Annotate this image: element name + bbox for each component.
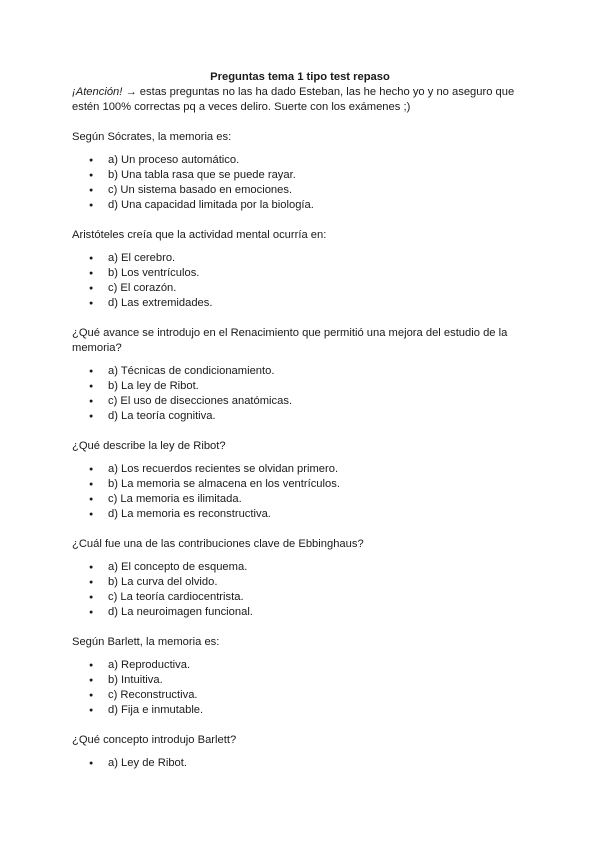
options-list-2 — [72, 251, 528, 311]
options-list-7 — [72, 756, 528, 771]
intro-lead: ¡Atención! — [72, 86, 123, 98]
option-4d: ● d) La memoria es reconstructiva. — [72, 507, 528, 522]
option-3a: ● a) Técnicas de condicionamiento. — [72, 364, 528, 379]
option-1c: ● c) Un sistema basado en emociones. — [72, 183, 528, 198]
options-list-6 — [72, 658, 528, 718]
option-6c: ● c) Reconstructiva. — [72, 688, 528, 703]
option-6a: ● a) Reproductiva. — [72, 658, 528, 673]
options-list-4 — [72, 462, 528, 522]
option-4a: ● a) Los recuerdos recientes se olvidan primero. — [72, 462, 528, 477]
option-5a: ● a) El concepto de esquema. — [72, 560, 528, 575]
intro-text: → estas preguntas no las ha dado Esteban, las he hecho yo y no aseguro que estén 100% correctas pq a veces deliro. Suerte con los exámenes ;) — [72, 86, 515, 113]
document-title: Preguntas tema 1 tipo test repaso — [210, 71, 390, 83]
option-2a: ● a) El cerebro. — [72, 251, 528, 266]
question-1: Según Sócrates, la memoria es: — [72, 131, 232, 143]
option-1b: ● b) Una tabla rasa que se puede rayar. — [72, 168, 528, 183]
question-4: ¿Qué describe la ley de Ribot? — [72, 440, 226, 452]
option-6b: ● b) Intuitiva. — [72, 673, 528, 688]
option-3d: ● d) La teoría cognitiva. — [72, 409, 528, 424]
question-3: ¿Qué avance se introdujo en el Renacimiento que permitió una mejora del estudio de la memoria? — [72, 327, 508, 354]
options-list-5 — [72, 560, 528, 620]
option-3c: ● c) El uso de disecciones anatómicas. — [72, 394, 528, 409]
question-6: Según Barlett, la memoria es: — [72, 636, 220, 648]
options-list-3 — [72, 364, 528, 424]
document-page — [72, 70, 528, 771]
option-2c: ● c) El corazón. — [72, 281, 528, 296]
question-5: ¿Cuál fue una de las contribuciones clave de Ebbinghaus? — [72, 538, 364, 550]
option-2b: ● b) Los ventrículos. — [72, 266, 528, 281]
question-2: Aristóteles creía que la actividad mental ocurría en: — [72, 229, 327, 241]
option-7a: ● a) Ley de Ribot. — [72, 756, 528, 771]
option-1a: ● a) Un proceso automático. — [72, 153, 528, 168]
option-4c: ● c) La memoria es ilimitada. — [72, 492, 528, 507]
question-7: ¿Qué concepto introdujo Barlett? — [72, 734, 237, 746]
option-2d: ● d) Las extremidades. — [72, 296, 528, 311]
option-5d: ● d) La neuroimagen funcional. — [72, 605, 528, 620]
option-1d: ● d) Una capacidad limitada por la biología. — [72, 198, 528, 213]
option-4b: ● b) La memoria se almacena en los ventrículos. — [72, 477, 528, 492]
intro-paragraph — [72, 85, 528, 115]
option-3b: ● b) La ley de Ribot. — [72, 379, 528, 394]
options-list-1 — [72, 153, 528, 213]
option-5b: ● b) La curva del olvido. — [72, 575, 528, 590]
option-6d: ● d) Fija e inmutable. — [72, 703, 528, 718]
option-5c: ● c) La teoría cardiocentrista. — [72, 590, 528, 605]
